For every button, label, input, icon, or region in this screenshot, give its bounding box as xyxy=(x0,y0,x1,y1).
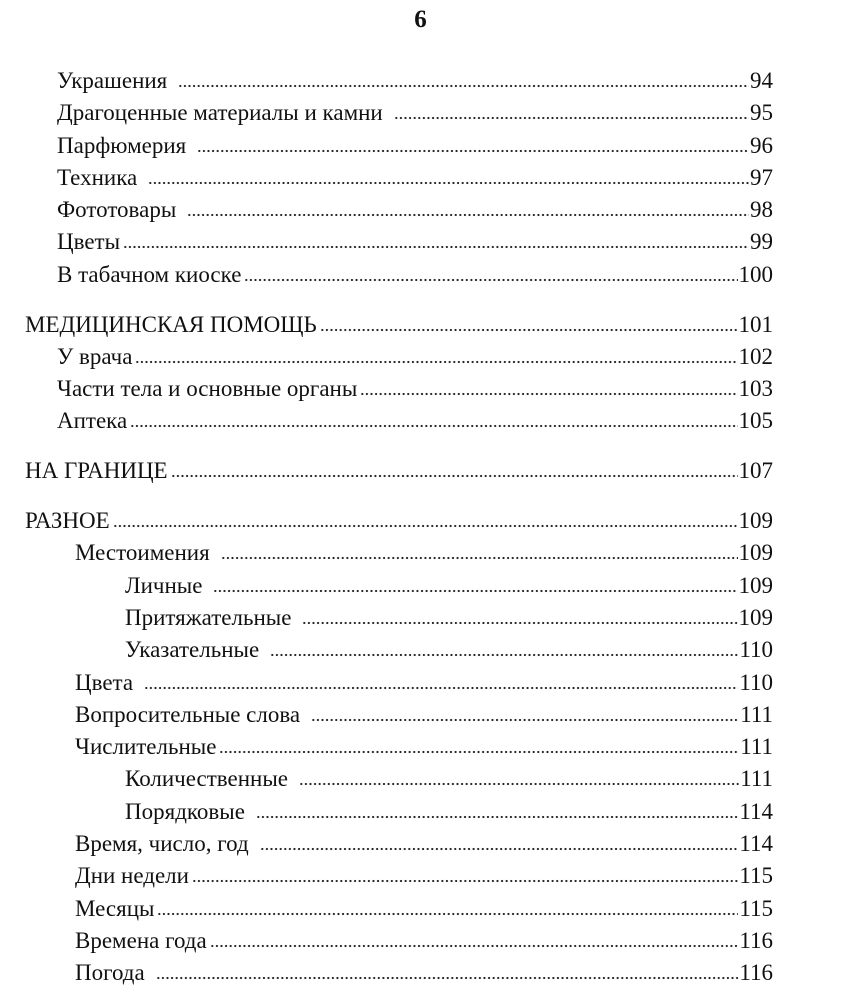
toc-entry[interactable] xyxy=(0,458,841,490)
toc-entry-page: 114 xyxy=(739,798,773,824)
toc-entry-title: Притяжательные xyxy=(125,604,292,630)
toc-entry-title: Парфюмерия xyxy=(57,132,187,158)
toc-entry[interactable] xyxy=(0,165,841,197)
dot-leader xyxy=(130,424,737,428)
dot-leader xyxy=(157,912,738,916)
dot-leader xyxy=(219,750,739,754)
toc-entry[interactable] xyxy=(0,605,841,637)
toc-entry[interactable] xyxy=(0,68,841,100)
dot-leader xyxy=(144,686,738,690)
page-number: 6 xyxy=(414,6,427,33)
toc-entry-title: Время, число, год xyxy=(75,831,249,857)
toc-entry-page: 111 xyxy=(740,766,773,792)
toc-entry-title: Порядковые xyxy=(125,798,245,824)
toc-entry-title: Цветы xyxy=(57,229,121,255)
toc-entry-title: Части тела и основные органы xyxy=(57,376,358,402)
toc-entry[interactable] xyxy=(0,344,841,376)
dot-leader xyxy=(299,782,739,786)
toc-entry-title: Личные xyxy=(125,572,203,598)
toc-entry-title: Числительные xyxy=(75,734,217,760)
dot-leader xyxy=(302,621,737,625)
toc-entry[interactable] xyxy=(0,100,841,132)
toc-entry-title: НА ГРАНИЦЕ xyxy=(25,458,168,484)
toc-entry[interactable] xyxy=(0,508,841,540)
toc-entry-title: РАЗНОЕ xyxy=(25,508,110,534)
dot-leader xyxy=(156,976,739,980)
toc-entry-page: 109 xyxy=(738,604,773,630)
toc-entry-page: 111 xyxy=(740,701,773,727)
toc-entry[interactable] xyxy=(0,702,841,734)
toc-entry-title: Фототовары xyxy=(57,197,177,223)
toc-entry-page: 96 xyxy=(750,132,773,158)
toc-entry-page: 95 xyxy=(750,100,773,126)
toc-entry[interactable] xyxy=(0,960,841,992)
toc-entry-page: 99 xyxy=(750,229,773,255)
toc-entry[interactable] xyxy=(0,197,841,229)
toc-entry-page: 94 xyxy=(750,68,773,93)
dot-leader xyxy=(270,653,738,657)
toc-entry-page: 115 xyxy=(739,895,773,921)
toc-entry-page: 98 xyxy=(750,197,773,223)
toc-entry[interactable] xyxy=(0,766,841,798)
toc-entry-page: 105 xyxy=(738,408,773,434)
toc-entry-page: 110 xyxy=(739,669,773,695)
toc-entry-title: В табачном киоске xyxy=(57,261,242,287)
toc-entry[interactable] xyxy=(0,262,841,294)
dot-leader xyxy=(260,847,739,851)
toc-entry-page: 116 xyxy=(739,927,773,953)
toc-entry-title: Вопросительные слова xyxy=(75,701,301,727)
toc-entry-title: Цвета xyxy=(75,669,134,695)
dot-leader xyxy=(244,278,737,282)
toc-entry[interactable] xyxy=(0,573,841,605)
toc-entry-title: Времена года xyxy=(75,927,207,953)
toc-entry-page: 114 xyxy=(739,831,773,857)
toc-entry[interactable] xyxy=(0,799,841,831)
toc-entry[interactable] xyxy=(0,408,841,440)
toc-entry[interactable] xyxy=(0,540,841,572)
dot-leader xyxy=(256,815,738,819)
toc-entry-page: 109 xyxy=(738,572,773,598)
toc-entry-title: МЕДИЦИНСКАЯ ПОМОЩЬ xyxy=(25,311,317,337)
toc-entry-title: У врача xyxy=(57,343,133,369)
toc-entry-page: 103 xyxy=(738,376,773,402)
table-of-contents xyxy=(0,68,841,993)
toc-entry[interactable] xyxy=(0,637,841,669)
toc-entry-title: Украшения xyxy=(57,68,168,93)
toc-entry-title: Техника xyxy=(57,164,138,190)
toc-entry-page: 116 xyxy=(739,960,773,986)
toc-entry[interactable] xyxy=(0,229,841,261)
toc-entry[interactable] xyxy=(0,133,841,165)
toc-entry[interactable] xyxy=(0,863,841,895)
dot-leader xyxy=(187,213,749,217)
toc-entry[interactable] xyxy=(0,928,841,960)
dot-leader xyxy=(320,328,738,332)
dot-leader xyxy=(113,524,738,528)
dot-leader xyxy=(192,879,738,883)
toc-entry-page: 109 xyxy=(738,508,773,534)
dot-leader xyxy=(311,718,739,722)
dot-leader xyxy=(213,589,737,593)
toc-entry-title: Количественные xyxy=(125,766,288,792)
toc-entry-page: 111 xyxy=(740,734,773,760)
dot-leader xyxy=(123,245,749,249)
toc-entry[interactable] xyxy=(0,831,841,863)
toc-entry-title: Местоимения xyxy=(75,540,210,566)
toc-entry[interactable] xyxy=(0,670,841,702)
toc-entry[interactable] xyxy=(0,312,841,344)
toc-entry-page: 110 xyxy=(739,637,773,663)
toc-entry-title: Месяцы xyxy=(75,895,155,921)
dot-leader xyxy=(135,360,737,364)
dot-leader xyxy=(148,181,749,185)
toc-entry-title: Погода xyxy=(75,960,145,986)
toc-entry[interactable] xyxy=(0,734,841,766)
toc-entry-title: Указательные xyxy=(125,637,260,663)
toc-entry-page: 102 xyxy=(738,343,773,369)
dot-leader xyxy=(394,116,749,120)
toc-entry-page: 107 xyxy=(738,458,773,484)
toc-entry-page: 97 xyxy=(750,164,773,190)
toc-entry-title: Драгоценные материалы и камни xyxy=(57,100,383,126)
toc-entry-title: Дни недели xyxy=(75,863,189,889)
toc-entry[interactable] xyxy=(0,376,841,408)
dot-leader xyxy=(360,392,737,396)
toc-entry-title: Аптека xyxy=(57,408,128,434)
toc-entry-page: 115 xyxy=(739,863,773,889)
toc-entry-page: 109 xyxy=(738,540,773,566)
dot-leader xyxy=(171,474,738,478)
toc-entry[interactable] xyxy=(0,896,841,928)
dot-leader xyxy=(221,556,738,560)
dot-leader xyxy=(210,944,739,948)
toc-entry-page: 101 xyxy=(738,311,773,337)
dot-leader xyxy=(197,149,749,153)
dot-leader xyxy=(178,84,749,88)
toc-entry-page: 100 xyxy=(738,261,773,287)
